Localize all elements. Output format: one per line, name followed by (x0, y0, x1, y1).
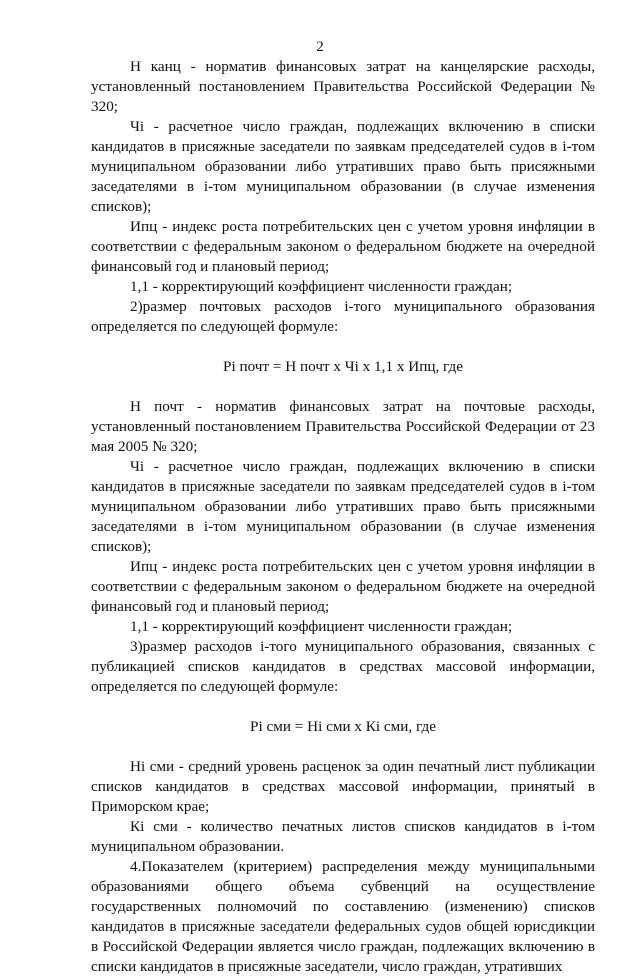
paragraph-ki-smi: Кi сми - количество печатных листов списков кандидатов в i-том муниципальном образовании. (91, 818, 595, 855)
paragraph-ipc-2: Ипц - индекс роста потребительских цен с учетом уровня инфляции в соответствии с федеральным законом о федеральном бюджете на очередной финансовый год и плановый период; (91, 558, 595, 615)
formula-postal: Рi почт = Н почт х Чi х 1,1 х Ипц, где (223, 358, 463, 375)
paragraph-ipc-1: Ипц - индекс роста потребительских цен с учетом уровня инфляции в соответствии с федеральным законом о федеральном бюджете на очередной финансовый год и плановый период; (91, 218, 595, 275)
spacer (91, 737, 595, 757)
paragraph-coef-2: 1,1 - корректирующий коэффициент численности граждан; (130, 618, 513, 635)
paragraph-chi-1: Чi - расчетное число граждан, подлежащих включению в списки кандидатов в присяжные заседатели по заявкам председателей судов в i-том муниципальном образовании либо утративших право быть присяжными заседателями в i-том муниципальном образовании (в случае изменения списков); (91, 118, 595, 215)
spacer (91, 377, 595, 397)
paragraph-coef-1: 1,1 - корректирующий коэффициент численности граждан; (130, 278, 513, 295)
spacer (91, 337, 595, 357)
paragraph-item-2: 2)размер почтовых расходов i-того муниципального образования определяется по следующей формуле: (91, 298, 595, 335)
formula-media: Рi сми = Нi сми х Кi сми, где (250, 718, 436, 735)
paragraph-chi-2: Чi - расчетное число граждан, подлежащих включению в списки кандидатов в присяжные заседатели по заявкам председателей судов в i-том муниципальном образовании либо утративших право быть присяжными заседателями в i-том муниципальном образовании (в случае изменения списков); (91, 458, 595, 555)
paragraph-n-kanc: Н канц - норматив финансовых затрат на канцелярские расходы, установленный постановлением Правительства Российской Федерации № 320; (91, 58, 595, 115)
document-body (91, 57, 595, 977)
paragraph-ni-smi: Нi сми - средний уровень расценок за один печатный лист публикации списков кандидатов в средствах массовой информации, принятый в Приморском крае; (91, 758, 595, 815)
paragraph-item-3: 3)размер расходов i-того муниципального образования, связанных с публикацией списков кандидатов в средствах массовой информации, определяется по следующей формуле: (91, 638, 595, 695)
spacer (91, 697, 595, 717)
paragraph-item-4: 4.Показателем (критерием) распределения между муниципальными образованиями общего объема субвенций на осуществление государственных полномочий по составлению (изменению) списков кандидатов в присяжные заседатели федеральных судов общей юрисдикции в Российской Федерации является число граждан, подлежащих включению в списки кандидатов в присяжные заседатели, число граждан, утративших (91, 858, 595, 975)
page-number: 2 (316, 39, 324, 55)
paragraph-n-pocht: Н почт - норматив финансовых затрат на почтовые расходы, установленный постановлением Правительства Российской Федерации от 23 мая 2005 № 320; (91, 398, 595, 455)
